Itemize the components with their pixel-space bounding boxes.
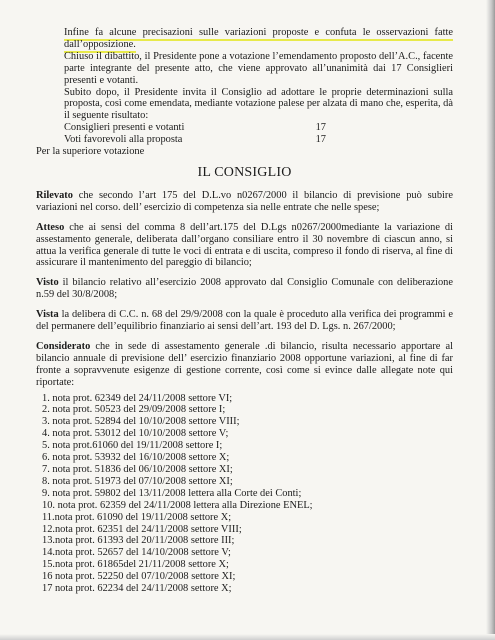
keyword-vista: Vista: [36, 309, 59, 321]
document-body: [36, 27, 453, 595]
keyword-visto: Visto: [36, 277, 59, 289]
vote-favor-row: [36, 134, 326, 146]
vote-present-value: 17: [315, 122, 326, 134]
paragraph-rilevato: [36, 190, 453, 214]
list-item: 4. nota prot. 53012 del 10/10/2008 settore V;: [42, 428, 229, 440]
paragraph-vista: [36, 309, 453, 333]
keyword-considerato: Considerato: [36, 340, 91, 352]
page-edge-shadow: [486, 0, 495, 640]
vote-favor-value: 17: [315, 134, 326, 146]
list-item: 15.nota prot. 61865del 21/11/2008 settore X;: [42, 559, 229, 571]
text-visto: il bilancio relativo all’esercizio 2008 approvato dal Consiglio Comunale con deliberazione n.59 del 30/8/2008;: [36, 277, 453, 301]
text-considerato: che in sede di assestamento generale .di bilancio, risulta necessario apportare al bilancio annuale di previsione dell’ esercizio finanziario 2008 opportune variazioni, al fine di far fronte a sopravvenute esigenze di gestione corrente, così come si evince dalle allegate note qui riportate:: [36, 340, 453, 388]
list-item: 12.nota prot. 62351 del 24/11/2008 settore VIII;: [42, 523, 242, 535]
text-rilevato: che secondo l’art 175 del D.L.vo n0267/2000 il bilancio di previsione può subire variazioni nel corso. dell’ esercizio di competenza sia nelle entrate che nelle spese;: [36, 189, 453, 213]
vote-favor-label: Voti favorevoli alla proposta: [64, 134, 183, 146]
vote-present-label: Consiglieri presenti e votanti: [64, 122, 185, 134]
list-item: 7. nota prot. 51836 del 06/10/2008 settore XI;: [42, 464, 233, 475]
vote-present-row: [36, 122, 326, 134]
text-atteso: che ai sensi del comma 8 dell’art.175 del D.Lgs n0267/2000mediante la variazione di assestamento generale, deliberata dall’organo consiliare entro il 30 novembre di ciascun anno, si attua la verifica generale di tutte le voci di entrata e di uscita, compreso il fondo di riserva, al fine di assicurare il mantenimento del pareggio di bilancio;: [36, 221, 453, 269]
list-item: 8. nota prot. 51973 del 07/10/2008 settore XI;: [42, 475, 233, 487]
vote-closing: Per la superiore votazione: [36, 146, 145, 158]
paragraph-considerato: [36, 341, 453, 389]
list-item: 6. nota prot. 53932 del 16/10/2008 settore X;: [42, 452, 230, 464]
section-heading: IL CONSIGLIO: [197, 164, 292, 180]
page-bottom-shadow: [0, 634, 495, 640]
keyword-rilevato: Rilevato: [36, 189, 73, 201]
list-item: 11.nota prot. 61090 del 19/11/2008 settore X;: [42, 511, 232, 523]
paragraph-intro: [36, 27, 453, 51]
paragraph-vote-invite: Subito dopo, il Presidente invita il Consiglio ad adottare le proprie determinazioni sulla proposta, così come emendata, mediante votazione palese per alzata di mano che, esperita, dà il seguente risultato:: [64, 86, 453, 122]
list-item: 1. nota prot. 62349 del 24/11/2008 settore VI;: [42, 392, 233, 404]
notes-list: [36, 393, 453, 595]
list-item: 14.nota prot. 52657 del 14/10/2008 settore V;: [42, 547, 231, 559]
list-item: 17 nota prot. 62234 del 24/11/2008 settore X;: [42, 583, 232, 595]
list-item: 3. nota prot. 52894 del 10/10/2008 settore VIII;: [42, 416, 240, 428]
paragraph-debate-closed: Chiuso il dibattito, il Presidente pone a votazione l’emendamento proposto dell’A.C., facente parte integrante del presente atto, che viene approvato all’unanimità dai 17 Consiglieri presenti e votanti.: [64, 50, 453, 86]
list-item: 16 nota prot. 52250 del 07/10/2008 settore XI;: [42, 571, 236, 583]
text-vista: la delibera di C.C. n. 68 del 29/9/2008 con la quale è proceduto alla verifica dei programmi e del permanere dell’equilibrio finanziario ai sensi dell’art. 193 del D. Lgs. n. 267/2000;: [36, 309, 453, 333]
list-item: 9. nota prot. 59802 del 13/11/2008 lettera alla Corte dei Conti;: [42, 487, 302, 499]
keyword-atteso: Atteso: [36, 221, 65, 233]
list-item: 2. nota prot. 50523 del 29/09/2008 settore I;: [42, 404, 226, 416]
list-item: 10. nota prot. 62359 del 24/11/2008 lettera alla Direzione ENEL;: [42, 499, 313, 511]
list-item: 5. nota prot.61060 del 19/11/2008 settore I;: [42, 440, 223, 452]
highlighted-text: Infine fa alcune precisazioni sulle variazioni proposte e confuta le osservazioni fatte dall’opposizione.: [64, 27, 453, 53]
paragraph-atteso: [36, 222, 453, 270]
list-item: 13.nota prot. 61393 del 20/11/2008 settore III;: [42, 535, 235, 547]
paragraph-visto: [36, 277, 453, 301]
